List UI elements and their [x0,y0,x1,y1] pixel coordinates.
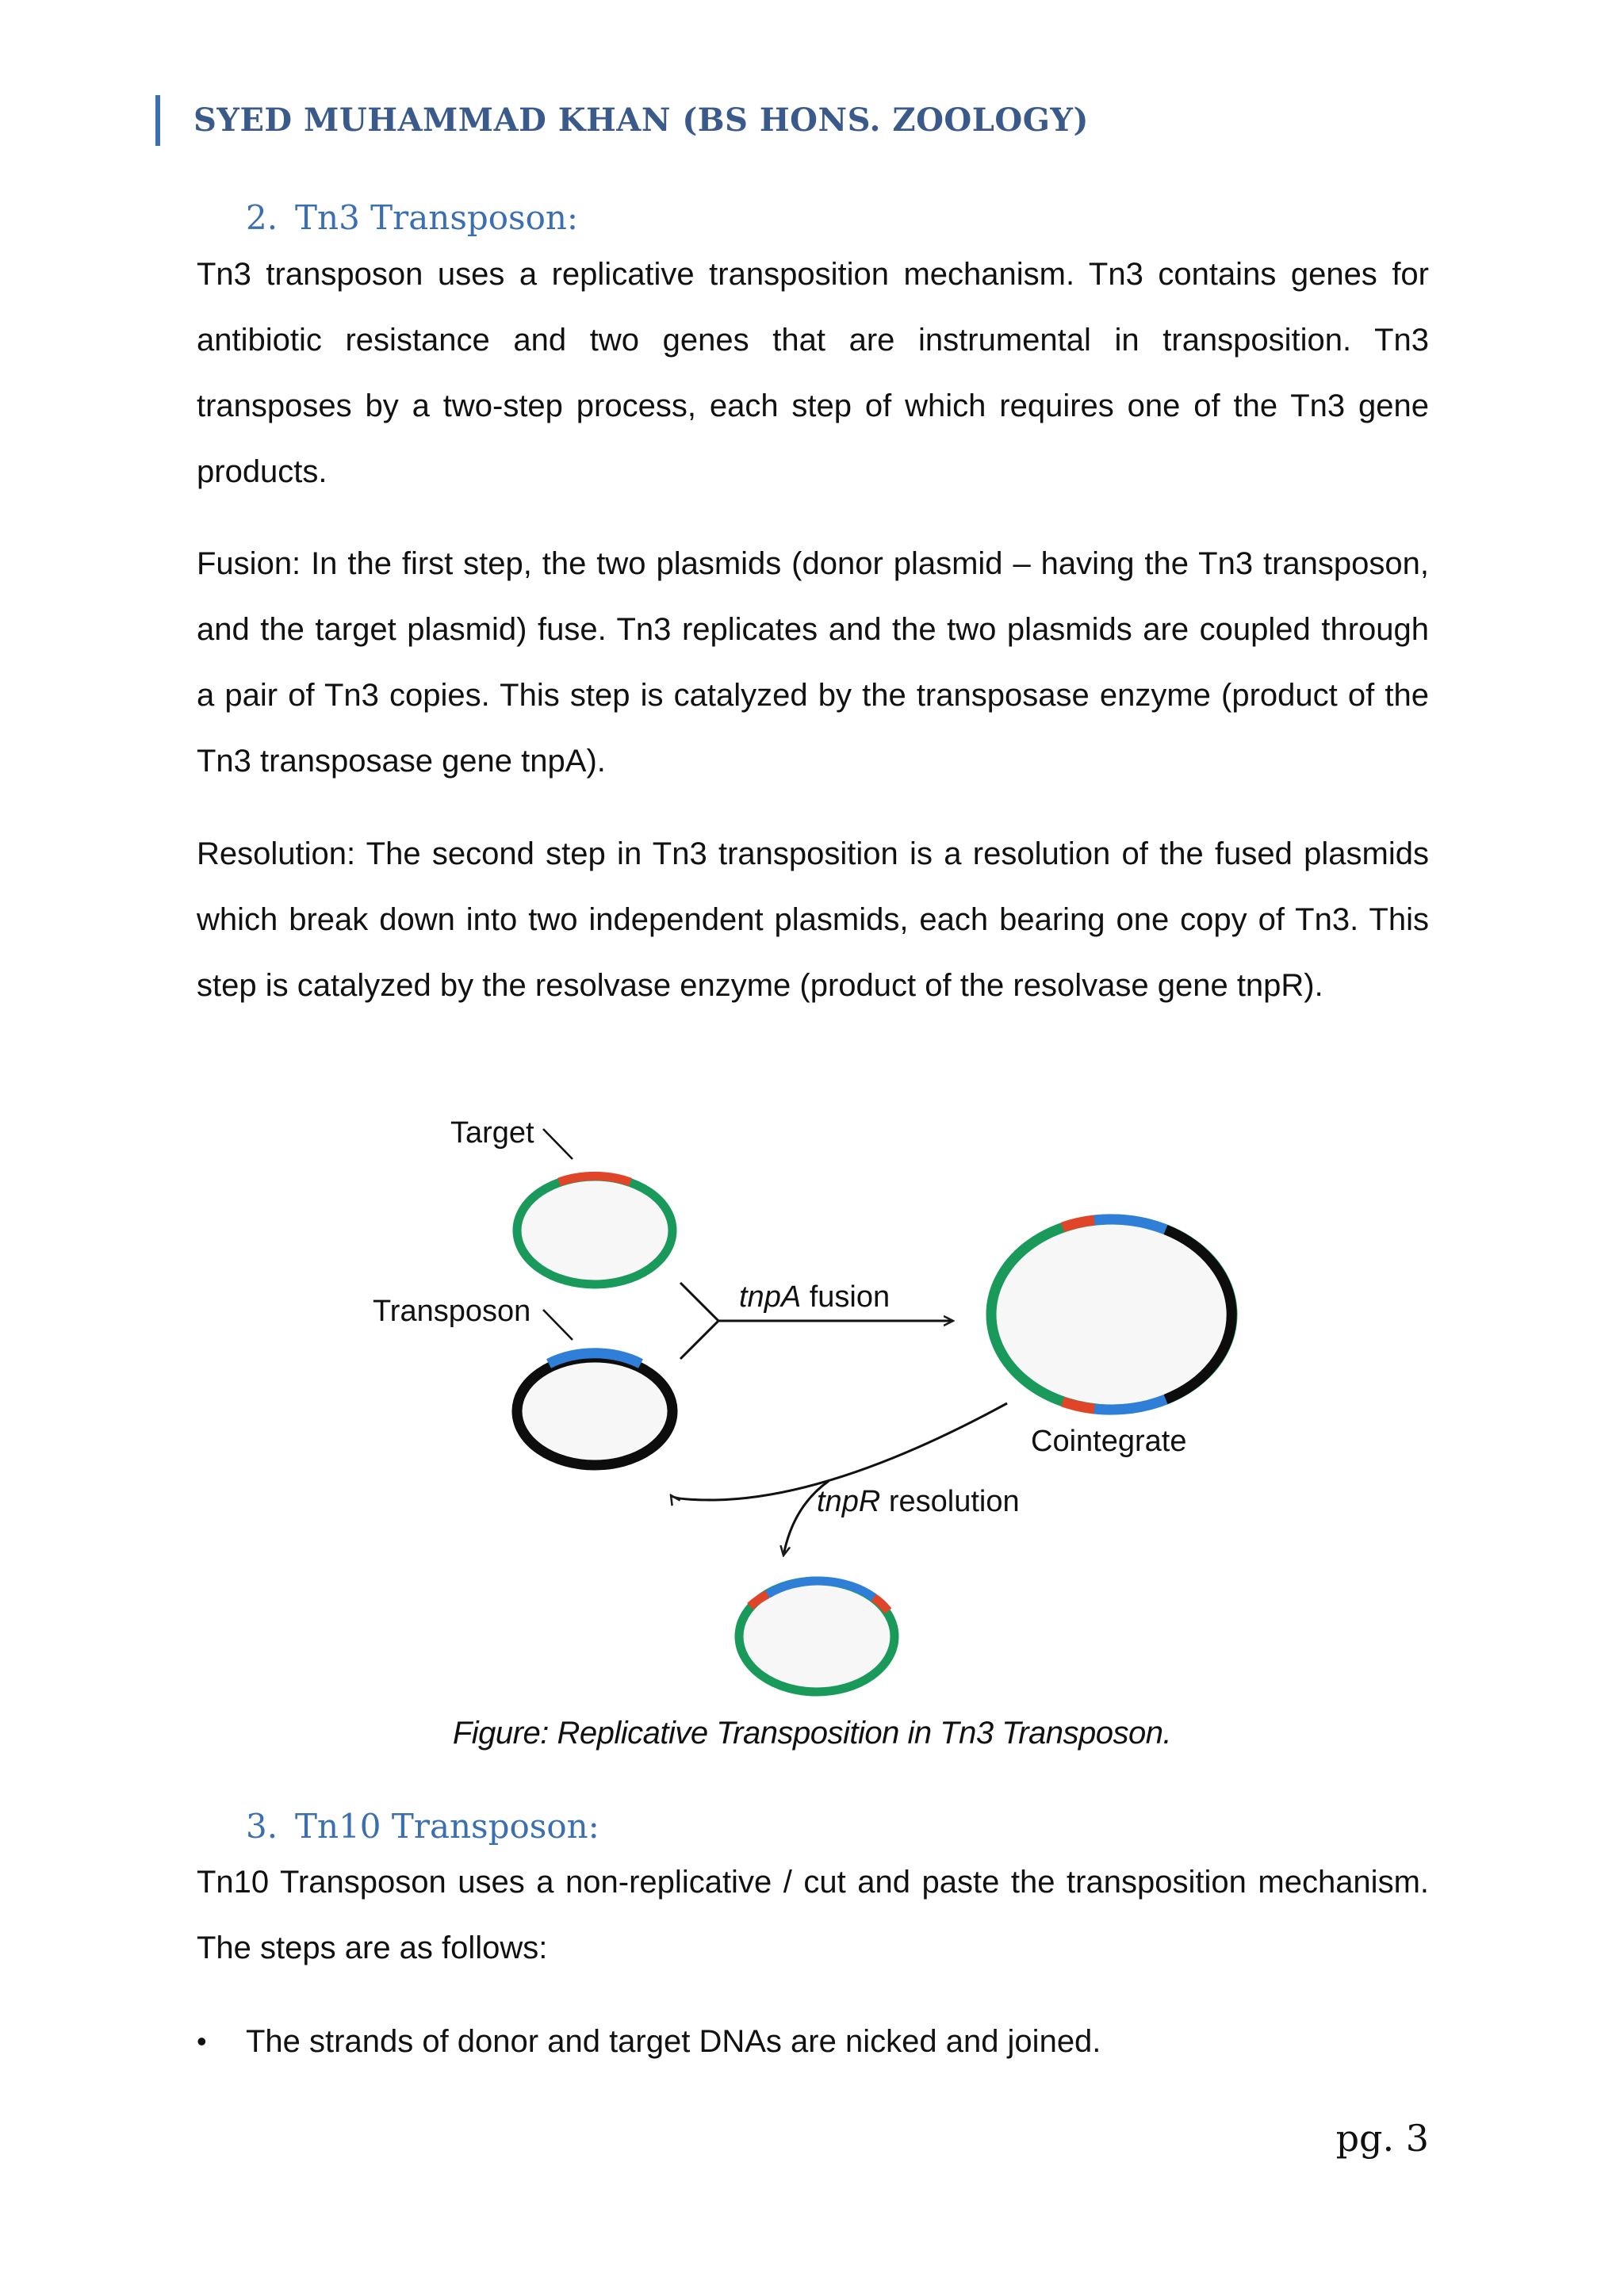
transposon-label: Transposon [373,1295,531,1328]
donor-plasmid [517,1353,672,1465]
cointegrate-plasmid [991,1219,1232,1410]
donor-plasmid-ring [517,1357,672,1465]
tn3-paragraph-1 [197,242,1429,505]
tnpA-gene-name: tnpA [739,1280,802,1314]
paragraph-text: Tn10 Transposon uses a non-replicative / cut and paste the transposition mechanism. The steps are as follows: [197,1865,1429,1965]
cointegrate-label: Cointegrate [1031,1425,1187,1458]
target-plasmid-ring [517,1177,672,1284]
section-title: Tn10 Transposon: [295,1807,599,1846]
list-item-text: The strands of donor and target DNAs are nicked and joined. [246,2024,1101,2059]
target-label: Target [450,1116,534,1150]
tn10-paragraph-1 [197,1850,1429,1981]
tnpR-resolution-label [817,1485,1020,1518]
fusion-bracket [680,1283,718,1359]
section-number: 2. [246,198,278,237]
transposon-pointer-line [543,1310,573,1340]
tn3-paragraph-fusion [197,531,1429,794]
section-heading-tn10 [246,1803,599,1850]
tnpA-fusion-label [739,1280,890,1314]
author-header: SYED MUHAMMAD KHAN (BS HONS. ZOOLOGY) [155,95,1089,146]
tn3-paragraph-resolution [197,821,1429,1019]
tnpR-resolution-suffix: resolution [880,1485,1020,1518]
figure-caption: Figure: Replicative Transposition in Tn3 Transposon. [452,1716,1172,1751]
resolved-plasmid [739,1581,894,1692]
paragraph-text: Fusion: In the first step, the two plasmids (donor plasmid – having the Tn3 transposon, and the target plasmid) fuse. Tn3 replicates and the two plasmids are coupled through a pair of Tn3 copies. This step is catalyzed by the transposase enzyme (product of the Tn3 transposase gene tnpA). [197,546,1429,779]
section-heading-tn3 [246,194,578,242]
transposition-diagram [341,1102,1277,1712]
target-plasmid [517,1176,672,1284]
tnpA-fusion-suffix: fusion [801,1280,891,1314]
bullet-symbol: • [197,2025,207,2057]
section-number: 3. [246,1807,278,1846]
paragraph-text: Resolution: The second step in Tn3 transposition is a resolution of the fused plasmids which break down into two independent plasmids, each bearing one copy of Tn3. This step is catalyzed by the resolvase enzyme (product of the resolvase gene tnpR). [197,836,1429,1003]
tnpR-gene-name: tnpR [817,1485,881,1518]
paragraph-text: Tn3 transposon uses a replicative transposition mechanism. Tn3 contains genes for antibiotic resistance and two genes that are instrumental in transposition. Tn3 transposes by a two-step process, each step of which requires one of the Tn3 gene products. [197,257,1429,489]
section-title: Tn3 Transposon: [295,198,579,237]
page-number: pg. 3 [1335,2117,1429,2160]
target-pointer-line [543,1129,573,1159]
